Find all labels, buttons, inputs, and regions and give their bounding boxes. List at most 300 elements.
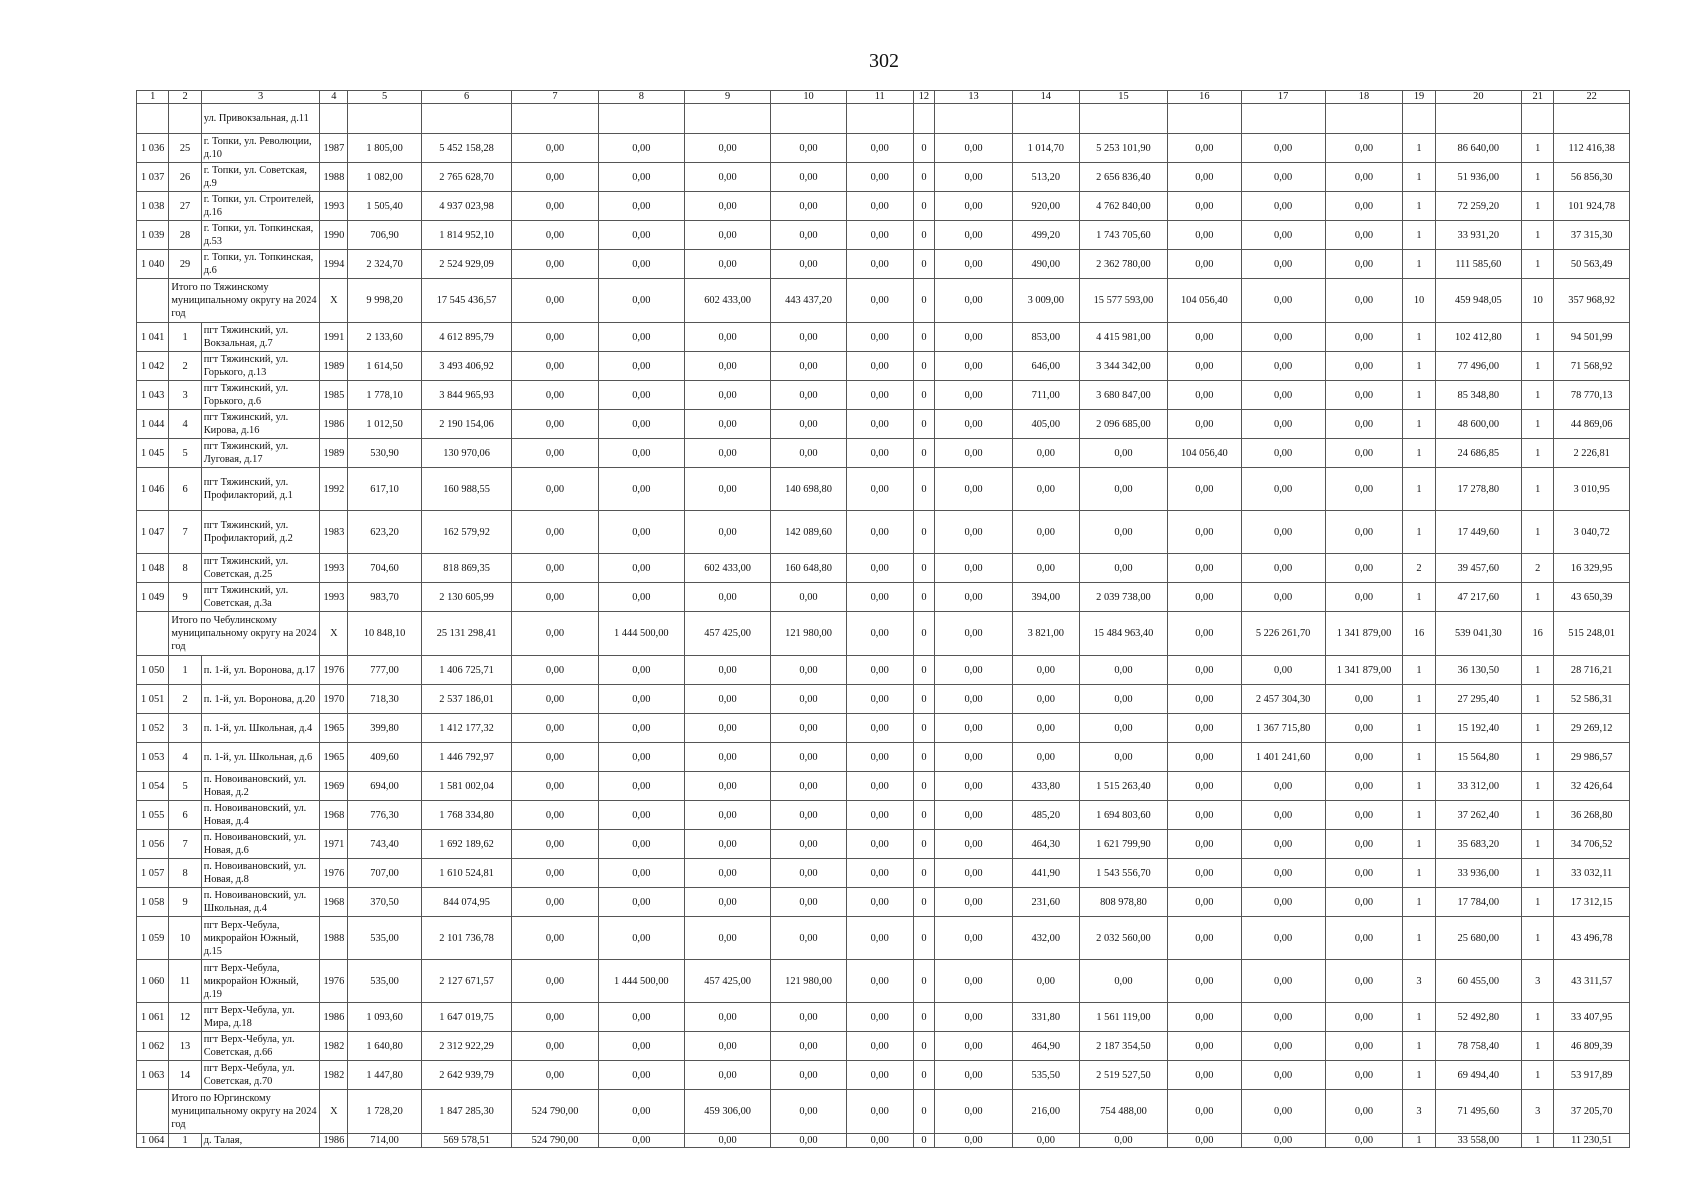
col-17-cell: 0,00: [1241, 279, 1325, 323]
col-13-cell: 0,00: [935, 279, 1013, 323]
col-8-cell: 0,00: [598, 468, 684, 511]
col-22-cell: 71 568,92: [1554, 352, 1630, 381]
col-16-cell: 0,00: [1168, 583, 1241, 612]
item-number-cell: 2: [169, 685, 201, 714]
col-16-cell: 0,00: [1168, 511, 1241, 554]
col-5-cell: 718,30: [348, 685, 421, 714]
item-number-cell: 1: [169, 656, 201, 685]
subtotal-label: Итого по Юргинскому муниципальному округу на 2024 год: [169, 1090, 320, 1134]
column-number-5: 5: [348, 91, 421, 104]
col-17-cell: [1241, 104, 1325, 134]
col-17-cell: 0,00: [1241, 352, 1325, 381]
col-21-cell: 1: [1521, 1134, 1553, 1148]
col-15-cell: 2 032 560,00: [1079, 917, 1167, 960]
col-18-cell: 0,00: [1325, 859, 1403, 888]
col-11-cell: 0,00: [846, 323, 913, 352]
col-9-cell: 0,00: [684, 656, 770, 685]
col-21-cell: 1: [1521, 656, 1553, 685]
col-10-cell: 0,00: [771, 830, 847, 859]
col-18-cell: 0,00: [1325, 685, 1403, 714]
col-4-cell: 1976: [320, 656, 348, 685]
col-6-cell: 1 412 177,32: [421, 714, 512, 743]
address-cell: г. Топки, ул. Строителей, д.16: [201, 192, 320, 221]
col-5-cell: 530,90: [348, 439, 421, 468]
table-row: [137, 221, 1630, 250]
col-22-cell: 34 706,52: [1554, 830, 1630, 859]
col-8-cell: 0,00: [598, 323, 684, 352]
col-6-cell: 2 101 736,78: [421, 917, 512, 960]
col-6-cell: 844 074,95: [421, 888, 512, 917]
row-number-cell: 1 058: [137, 888, 169, 917]
col-7-cell: 0,00: [512, 468, 598, 511]
col-12-cell: 0: [913, 960, 935, 1003]
col-18-cell: 0,00: [1325, 1134, 1403, 1148]
subtotal-row: [137, 279, 1630, 323]
col-8-cell: [598, 104, 684, 134]
col-10-cell: 0,00: [771, 381, 847, 410]
col-4-cell: 1968: [320, 888, 348, 917]
col-21-cell: 1: [1521, 1061, 1553, 1090]
col-21-cell: 10: [1521, 279, 1553, 323]
col-15-cell: 0,00: [1079, 511, 1167, 554]
col-13-cell: 0,00: [935, 323, 1013, 352]
table-row: [137, 352, 1630, 381]
item-number-cell: 1: [169, 1134, 201, 1148]
col-4-cell: 1970: [320, 685, 348, 714]
col-16-cell: 0,00: [1168, 743, 1241, 772]
col-16-cell: 0,00: [1168, 960, 1241, 1003]
col-20-cell: 17 278,80: [1435, 468, 1521, 511]
item-number-cell: 8: [169, 859, 201, 888]
col-5-cell: 623,20: [348, 511, 421, 554]
col-4-cell: X: [320, 612, 348, 656]
col-10-cell: 443 437,20: [771, 279, 847, 323]
col-9-cell: 0,00: [684, 685, 770, 714]
row-number-cell: 1 055: [137, 801, 169, 830]
col-18-cell: 0,00: [1325, 888, 1403, 917]
col-22-cell: 37 315,30: [1554, 221, 1630, 250]
col-15-cell: 2 039 738,00: [1079, 583, 1167, 612]
col-9-cell: 0,00: [684, 714, 770, 743]
col-18-cell: 1 341 879,00: [1325, 656, 1403, 685]
col-21-cell: 1: [1521, 685, 1553, 714]
col-18-cell: 0,00: [1325, 772, 1403, 801]
col-6-cell: 2 765 628,70: [421, 163, 512, 192]
col-14-cell: 394,00: [1012, 583, 1079, 612]
col-21-cell: 16: [1521, 612, 1553, 656]
col-22-cell: 37 205,70: [1554, 1090, 1630, 1134]
col-11-cell: 0,00: [846, 1134, 913, 1148]
col-16-cell: 0,00: [1168, 221, 1241, 250]
col-11-cell: 0,00: [846, 134, 913, 163]
col-12-cell: 0: [913, 772, 935, 801]
col-22-cell: 46 809,39: [1554, 1032, 1630, 1061]
col-13-cell: 0,00: [935, 554, 1013, 583]
col-15-cell: 1 561 119,00: [1079, 1003, 1167, 1032]
col-13-cell: 0,00: [935, 656, 1013, 685]
col-15-cell: 15 484 963,40: [1079, 612, 1167, 656]
col-11-cell: 0,00: [846, 511, 913, 554]
col-16-cell: 0,00: [1168, 1032, 1241, 1061]
col-20-cell: 69 494,40: [1435, 1061, 1521, 1090]
col-22-cell: 16 329,95: [1554, 554, 1630, 583]
col-18-cell: 0,00: [1325, 410, 1403, 439]
col-10-cell: 0,00: [771, 163, 847, 192]
col-19-cell: 3: [1403, 960, 1435, 1003]
column-number-7: 7: [512, 91, 598, 104]
table-row: [137, 801, 1630, 830]
col-16-cell: [1168, 104, 1241, 134]
col-10-cell: 0,00: [771, 743, 847, 772]
col-8-cell: 0,00: [598, 439, 684, 468]
col-6-cell: 3 844 965,93: [421, 381, 512, 410]
col-22-cell: 78 770,13: [1554, 381, 1630, 410]
table-row: [137, 859, 1630, 888]
column-number-15: 15: [1079, 91, 1167, 104]
col-19-cell: 1: [1403, 192, 1435, 221]
col-12-cell: 0: [913, 685, 935, 714]
col-14-cell: 485,20: [1012, 801, 1079, 830]
col-11-cell: 0,00: [846, 221, 913, 250]
col-10-cell: 0,00: [771, 685, 847, 714]
col-11-cell: 0,00: [846, 1032, 913, 1061]
col-17-cell: 0,00: [1241, 801, 1325, 830]
col-11-cell: 0,00: [846, 743, 913, 772]
document-sheet: [136, 90, 1630, 1148]
col-9-cell: 0,00: [684, 859, 770, 888]
col-8-cell: 0,00: [598, 772, 684, 801]
col-8-cell: 0,00: [598, 917, 684, 960]
col-12-cell: 0: [913, 714, 935, 743]
col-4-cell: 1993: [320, 192, 348, 221]
table-row: [137, 1134, 1630, 1148]
col-19-cell: 1: [1403, 1032, 1435, 1061]
col-7-cell: 0,00: [512, 511, 598, 554]
col-14-cell: 711,00: [1012, 381, 1079, 410]
col-18-cell: 0,00: [1325, 134, 1403, 163]
col-11-cell: 0,00: [846, 801, 913, 830]
col-17-cell: 0,00: [1241, 410, 1325, 439]
col-9-cell: 0,00: [684, 772, 770, 801]
col-14-cell: 3 821,00: [1012, 612, 1079, 656]
col-6-cell: 160 988,55: [421, 468, 512, 511]
col-13-cell: 0,00: [935, 960, 1013, 1003]
col-12-cell: 0: [913, 656, 935, 685]
table-row: [137, 685, 1630, 714]
col-18-cell: 0,00: [1325, 801, 1403, 830]
col-15-cell: 5 253 101,90: [1079, 134, 1167, 163]
col-21-cell: 1: [1521, 221, 1553, 250]
col-9-cell: 0,00: [684, 888, 770, 917]
housing-registry-table: [136, 90, 1630, 1148]
col-19-cell: 1: [1403, 410, 1435, 439]
col-16-cell: 0,00: [1168, 250, 1241, 279]
row-number-cell: 1 036: [137, 134, 169, 163]
col-18-cell: 0,00: [1325, 468, 1403, 511]
col-9-cell: 0,00: [684, 163, 770, 192]
col-11-cell: 0,00: [846, 583, 913, 612]
col-12-cell: 0: [913, 279, 935, 323]
col-16-cell: 0,00: [1168, 888, 1241, 917]
col-20-cell: 15 192,40: [1435, 714, 1521, 743]
col-11-cell: 0,00: [846, 612, 913, 656]
col-14-cell: 0,00: [1012, 511, 1079, 554]
row-number-cell: 1 041: [137, 323, 169, 352]
col-19-cell: 1: [1403, 714, 1435, 743]
col-9-cell: 602 433,00: [684, 279, 770, 323]
col-6-cell: 2 190 154,06: [421, 410, 512, 439]
col-16-cell: 0,00: [1168, 714, 1241, 743]
col-17-cell: 0,00: [1241, 1003, 1325, 1032]
col-18-cell: 0,00: [1325, 192, 1403, 221]
column-number-18: 18: [1325, 91, 1403, 104]
table-row: [137, 104, 1630, 134]
col-5-cell: 1 728,20: [348, 1090, 421, 1134]
col-14-cell: 331,80: [1012, 1003, 1079, 1032]
col-22-cell: [1554, 104, 1630, 134]
col-15-cell: 2 187 354,50: [1079, 1032, 1167, 1061]
col-11-cell: 0,00: [846, 859, 913, 888]
col-18-cell: 0,00: [1325, 1032, 1403, 1061]
address-cell: пгт Тяжинский, ул. Горького, д.6: [201, 381, 320, 410]
col-10-cell: 0,00: [771, 134, 847, 163]
col-19-cell: 1: [1403, 250, 1435, 279]
row-number-cell: 1 049: [137, 583, 169, 612]
item-number-cell: 5: [169, 772, 201, 801]
col-22-cell: 43 311,57: [1554, 960, 1630, 1003]
col-18-cell: 0,00: [1325, 221, 1403, 250]
col-17-cell: 0,00: [1241, 250, 1325, 279]
col-13-cell: 0,00: [935, 772, 1013, 801]
col-7-cell: 524 790,00: [512, 1134, 598, 1148]
table-row: [137, 1061, 1630, 1090]
col-8-cell: 0,00: [598, 830, 684, 859]
col-6-cell: 4 937 023,98: [421, 192, 512, 221]
col-18-cell: 0,00: [1325, 1003, 1403, 1032]
col-4-cell: 1965: [320, 714, 348, 743]
col-18-cell: 0,00: [1325, 743, 1403, 772]
col-15-cell: 0,00: [1079, 1134, 1167, 1148]
col-4-cell: 1968: [320, 801, 348, 830]
col-4-cell: 1992: [320, 468, 348, 511]
col-7-cell: 0,00: [512, 830, 598, 859]
col-13-cell: 0,00: [935, 917, 1013, 960]
col-20-cell: 36 130,50: [1435, 656, 1521, 685]
col-5-cell: 617,10: [348, 468, 421, 511]
col-12-cell: 0: [913, 134, 935, 163]
column-number-13: 13: [935, 91, 1013, 104]
col-21-cell: 1: [1521, 801, 1553, 830]
col-12-cell: 0: [913, 250, 935, 279]
col-16-cell: 0,00: [1168, 323, 1241, 352]
col-5-cell: 776,30: [348, 801, 421, 830]
col-7-cell: 0,00: [512, 323, 598, 352]
col-22-cell: 43 650,39: [1554, 583, 1630, 612]
column-number-21: 21: [1521, 91, 1553, 104]
col-22-cell: 52 586,31: [1554, 685, 1630, 714]
col-13-cell: 0,00: [935, 801, 1013, 830]
col-7-cell: 524 790,00: [512, 1090, 598, 1134]
col-22-cell: 32 426,64: [1554, 772, 1630, 801]
col-12-cell: 0: [913, 1090, 935, 1134]
col-19-cell: 1: [1403, 656, 1435, 685]
address-cell: г. Топки, ул. Топкинская, д.6: [201, 250, 320, 279]
address-cell: п. Новоивановский, ул. Новая, д.8: [201, 859, 320, 888]
item-number-cell: 27: [169, 192, 201, 221]
col-14-cell: 646,00: [1012, 352, 1079, 381]
col-15-cell: 2 096 685,00: [1079, 410, 1167, 439]
table-row: [137, 583, 1630, 612]
col-7-cell: 0,00: [512, 685, 598, 714]
col-21-cell: 1: [1521, 888, 1553, 917]
col-20-cell: 33 931,20: [1435, 221, 1521, 250]
col-16-cell: 0,00: [1168, 352, 1241, 381]
col-4-cell: 1989: [320, 439, 348, 468]
table-row: [137, 714, 1630, 743]
col-6-cell: 2 537 186,01: [421, 685, 512, 714]
col-8-cell: 0,00: [598, 1003, 684, 1032]
table-body: [137, 91, 1630, 1148]
col-10-cell: 0,00: [771, 250, 847, 279]
col-14-cell: 0,00: [1012, 554, 1079, 583]
col-17-cell: 0,00: [1241, 830, 1325, 859]
col-20-cell: 86 640,00: [1435, 134, 1521, 163]
col-20-cell: 85 348,80: [1435, 381, 1521, 410]
col-8-cell: 0,00: [598, 410, 684, 439]
col-19-cell: 1: [1403, 511, 1435, 554]
col-4-cell: 1969: [320, 772, 348, 801]
col-13-cell: 0,00: [935, 468, 1013, 511]
col-15-cell: 2 362 780,00: [1079, 250, 1167, 279]
col-14-cell: 490,00: [1012, 250, 1079, 279]
col-20-cell: 71 495,60: [1435, 1090, 1521, 1134]
col-12-cell: 0: [913, 1032, 935, 1061]
row-number-cell: 1 045: [137, 439, 169, 468]
col-21-cell: 3: [1521, 1090, 1553, 1134]
col-19-cell: 1: [1403, 772, 1435, 801]
col-6-cell: 2 312 922,29: [421, 1032, 512, 1061]
col-21-cell: 1: [1521, 468, 1553, 511]
col-5-cell: 9 998,20: [348, 279, 421, 323]
table-row: [137, 192, 1630, 221]
col-8-cell: 0,00: [598, 1090, 684, 1134]
address-cell: пгт Тяжинский, ул. Луговая, д.17: [201, 439, 320, 468]
item-number-cell: 12: [169, 1003, 201, 1032]
col-12-cell: 0: [913, 1003, 935, 1032]
col-10-cell: 0,00: [771, 714, 847, 743]
col-11-cell: 0,00: [846, 772, 913, 801]
row-number-cell: 1 040: [137, 250, 169, 279]
col-12-cell: 0: [913, 612, 935, 656]
col-6-cell: 569 578,51: [421, 1134, 512, 1148]
col-10-cell: 0,00: [771, 1003, 847, 1032]
col-22-cell: 3 010,95: [1554, 468, 1630, 511]
address-cell: пгт Верх-Чебула, ул. Советская, д.70: [201, 1061, 320, 1090]
item-number-cell: 2: [169, 352, 201, 381]
col-10-cell: 0,00: [771, 859, 847, 888]
col-21-cell: 1: [1521, 917, 1553, 960]
col-8-cell: 0,00: [598, 743, 684, 772]
col-9-cell: 0,00: [684, 381, 770, 410]
item-number-cell: 8: [169, 554, 201, 583]
col-8-cell: 0,00: [598, 685, 684, 714]
col-6-cell: 1 581 002,04: [421, 772, 512, 801]
col-20-cell: 33 558,00: [1435, 1134, 1521, 1148]
col-8-cell: 0,00: [598, 279, 684, 323]
col-14-cell: 0,00: [1012, 439, 1079, 468]
col-13-cell: 0,00: [935, 743, 1013, 772]
col-13-cell: 0,00: [935, 221, 1013, 250]
col-7-cell: 0,00: [512, 801, 598, 830]
col-15-cell: 808 978,80: [1079, 888, 1167, 917]
item-number-cell: 26: [169, 163, 201, 192]
col-17-cell: 0,00: [1241, 1134, 1325, 1148]
col-15-cell: 1 515 263,40: [1079, 772, 1167, 801]
item-number-cell: 14: [169, 1061, 201, 1090]
item-number-cell: 13: [169, 1032, 201, 1061]
row-number-cell: 1 054: [137, 772, 169, 801]
col-18-cell: 0,00: [1325, 279, 1403, 323]
item-number-cell: 4: [169, 410, 201, 439]
item-number-cell: 3: [169, 714, 201, 743]
col-5-cell: 706,90: [348, 221, 421, 250]
col-19-cell: 1: [1403, 1061, 1435, 1090]
col-5-cell: 409,60: [348, 743, 421, 772]
col-19-cell: 16: [1403, 612, 1435, 656]
col-22-cell: 43 496,78: [1554, 917, 1630, 960]
col-12-cell: [913, 104, 935, 134]
col-4-cell: 1971: [320, 830, 348, 859]
col-19-cell: 1: [1403, 381, 1435, 410]
col-15-cell: 4 762 840,00: [1079, 192, 1167, 221]
col-14-cell: 0,00: [1012, 656, 1079, 685]
col-12-cell: 0: [913, 859, 935, 888]
col-16-cell: 0,00: [1168, 1003, 1241, 1032]
col-12-cell: 0: [913, 192, 935, 221]
col-14-cell: 0,00: [1012, 714, 1079, 743]
col-17-cell: 0,00: [1241, 583, 1325, 612]
col-10-cell: 0,00: [771, 439, 847, 468]
col-4-cell: 1965: [320, 743, 348, 772]
col-15-cell: [1079, 104, 1167, 134]
col-9-cell: 602 433,00: [684, 554, 770, 583]
col-16-cell: 0,00: [1168, 163, 1241, 192]
col-16-cell: 0,00: [1168, 917, 1241, 960]
col-4-cell: X: [320, 1090, 348, 1134]
col-14-cell: 231,60: [1012, 888, 1079, 917]
col-13-cell: 0,00: [935, 134, 1013, 163]
item-number-cell: [169, 104, 201, 134]
col-18-cell: 0,00: [1325, 163, 1403, 192]
col-9-cell: 0,00: [684, 830, 770, 859]
subtotal-row: [137, 612, 1630, 656]
col-13-cell: 0,00: [935, 250, 1013, 279]
col-17-cell: 2 457 304,30: [1241, 685, 1325, 714]
col-8-cell: 0,00: [598, 192, 684, 221]
col-14-cell: 441,90: [1012, 859, 1079, 888]
col-15-cell: 0,00: [1079, 468, 1167, 511]
col-6-cell: 4 612 895,79: [421, 323, 512, 352]
col-17-cell: 5 226 261,70: [1241, 612, 1325, 656]
col-6-cell: 1 647 019,75: [421, 1003, 512, 1032]
row-number-cell: 1 048: [137, 554, 169, 583]
col-16-cell: 0,00: [1168, 554, 1241, 583]
col-19-cell: 1: [1403, 352, 1435, 381]
col-18-cell: 0,00: [1325, 554, 1403, 583]
col-20-cell: 539 041,30: [1435, 612, 1521, 656]
item-number-cell: 9: [169, 583, 201, 612]
col-19-cell: 1: [1403, 743, 1435, 772]
